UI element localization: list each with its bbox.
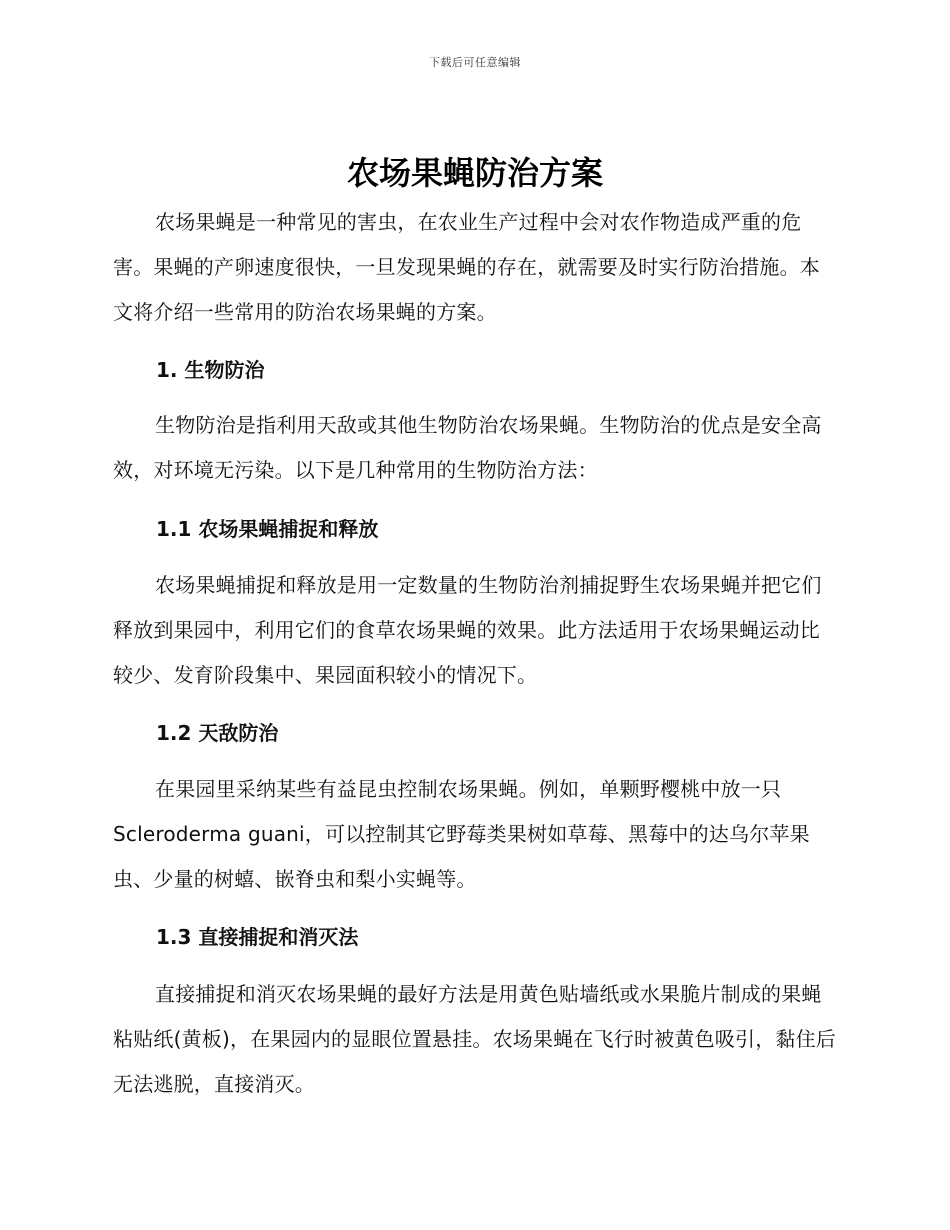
- section-1-2-heading: 1.2 天敌防治: [156, 721, 279, 745]
- section-1-2-paragraph: 在果园里采纳某些有益昆虫控制农场果蝇。例如，单颗野樱桃中放一只Scleroderma guani，可以控制其它野莓类果树如草莓、黑莓中的达乌尔苹果虫、少量的树蟢、嵌脊虫和梨小实蝇等。: [113, 777, 810, 891]
- intro-paragraph: 农场果蝇是一种常见的害虫，在农业生产过程中会对农作物造成严重的危害。果蝇的产卵速度很快，一旦发现果蝇的存在，就需要及时实行防治措施。本文将介绍一些常用的防治农场果蝇的方案。: [113, 210, 820, 324]
- page-header-note: 下载后可任意编辑: [429, 56, 521, 69]
- document-title: 农场果蝇防治方案: [346, 154, 603, 192]
- section-1-paragraph: 生物防治是指利用天敌或其他生物防治农场果蝇。生物防治的优点是安全高效，对环境无污染。以下是几种常用的生物防治方法：: [113, 413, 822, 482]
- section-1-3-paragraph: 直接捕捉和消灭农场果蝇的最好方法是用黄色贴墙纸或水果脆片制成的果蝇粘贴纸(黄板)，在果园内的显眼位置悬挂。农场果蝇在飞行时被黄色吸引，黏住后无法逃脱，直接消灭。: [113, 982, 837, 1096]
- section-1-1-paragraph: 农场果蝇捕捉和释放是用一定数量的生物防治剂捕捉野生农场果蝇并把它们释放到果园中，利用它们的食草农场果蝇的效果。此方法适用于农场果蝇运动比较少、发育阶段集中、果园面积较小的情况下。: [113, 573, 822, 687]
- section-1-1-heading: 1.1 农场果蝇捕捉和释放: [156, 517, 379, 541]
- section-1-3-heading: 1.3 直接捕捉和消灭法: [156, 925, 359, 949]
- section-1-heading: 1. 生物防治: [156, 358, 265, 382]
